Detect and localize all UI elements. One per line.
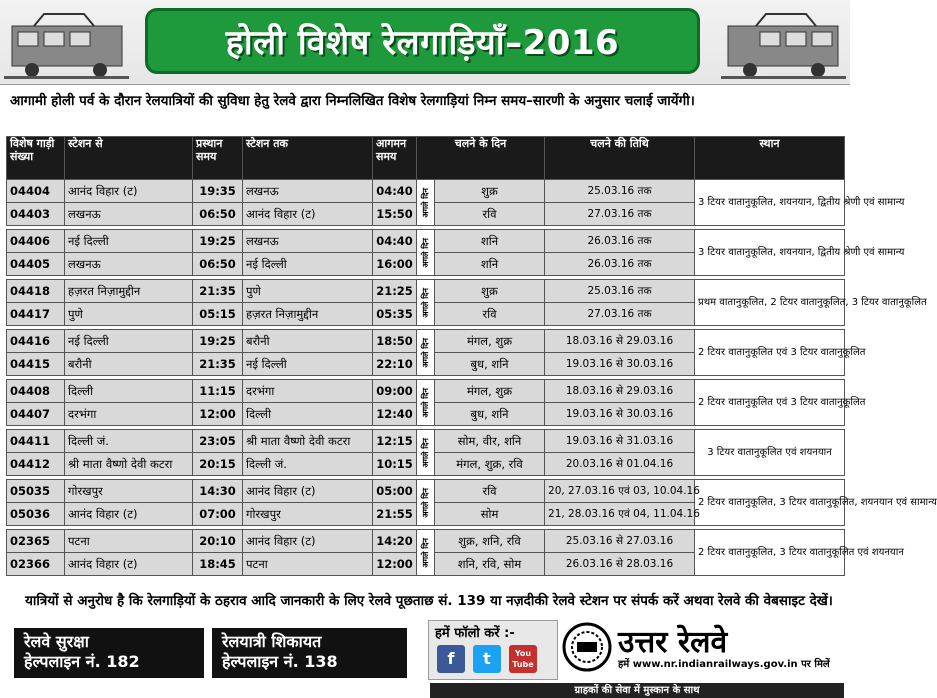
helpline-complaint-number: हेल्पलाइन नं. 138 [222,652,338,671]
row-coach-class: 3 टियर वातानुकूलित, शयनयान, द्वितीय श्रेणी एवं सामान्य [695,180,845,226]
row-train-number: 04403 [7,203,65,226]
next-day-marker [417,480,435,526]
table-row [7,180,845,203]
row-departure-time: 19:35 [193,180,243,203]
row-running-days: शनि, रवि, सोम [435,553,545,576]
row-arrival-time: 16:00 [373,253,417,276]
row-running-dates: 27.03.16 तक [545,303,695,326]
row-departure-time: 11:15 [193,380,243,403]
row-from-station: आनंद विहार (ट) [65,553,193,576]
row-running-dates: 18.03.16 से 29.03.16 [545,380,695,403]
table-row [7,280,845,303]
row-train-number: 04412 [7,453,65,476]
row-to-station: दिल्ली [243,403,373,426]
row-coach-class: प्रथम वातानुकूलित, 2 टियर वातानुकूलित, 3 टियर वातानुकूलित [695,280,845,326]
col-departure: प्रस्थान समय [193,137,243,180]
row-train-number: 04418 [7,280,65,303]
next-day-label: अगले दिन [421,187,430,218]
row-arrival-time: 05:00 [373,480,417,503]
footer-note: यात्रियों से अनुरोध है कि रेलगाड़ियों के ठहराव आदि जानकारी के लिए रेलवे पूछताछ सं. 139 या नज़दीकी रेलवे स्टेशन पर संपर्क करें अथवा रेलवे की वेबसाइट देखें। [25,593,833,609]
row-train-number: 04411 [7,430,65,453]
row-train-number: 02366 [7,553,65,576]
helpline-security-number: हेल्पलाइन नं. 182 [24,652,140,671]
row-to-station: गोरखपुर [243,503,373,526]
row-from-station: बरौनी [65,353,193,376]
table-row [7,480,845,503]
row-arrival-time: 10:15 [373,453,417,476]
row-train-number: 04416 [7,330,65,353]
row-to-station: आनंद विहार (ट) [243,203,373,226]
row-from-station: पटना [65,530,193,553]
row-to-station: आनंद विहार (ट) [243,480,373,503]
row-running-dates: 25.03.16 तक [545,180,695,203]
row-running-days: सोम [435,503,545,526]
row-departure-time: 12:00 [193,403,243,426]
row-train-number: 05036 [7,503,65,526]
follow-us-box [428,620,558,680]
row-running-dates: 20, 27.03.16 एवं 03, 10.04.16 [545,480,695,503]
helpline-complaint [212,628,407,678]
col-class: स्थान [695,137,845,180]
row-arrival-time: 22:10 [373,353,417,376]
facebook-icon[interactable]: f [437,645,465,673]
row-departure-time: 18:45 [193,553,243,576]
table-row [7,230,845,253]
next-day-marker [417,530,435,576]
row-running-days: रवि [435,303,545,326]
row-arrival-time: 21:25 [373,280,417,303]
row-running-dates: 18.03.16 से 29.03.16 [545,330,695,353]
table-row [7,430,845,453]
row-arrival-time: 04:40 [373,230,417,253]
col-dates: चलने की तिथि [545,137,695,180]
row-train-number: 04407 [7,403,65,426]
row-departure-time: 21:35 [193,353,243,376]
row-train-number: 04405 [7,253,65,276]
row-to-station: लखनऊ [243,230,373,253]
row-running-dates: 25.03.16 तक [545,280,695,303]
row-running-days: मंगल, शुक्र, रवि [435,453,545,476]
row-train-number: 04417 [7,303,65,326]
table-row [7,330,845,353]
row-running-days: शुक्र [435,280,545,303]
row-arrival-time: 12:40 [373,403,417,426]
website-link[interactable]: हमें www.nr.indianrailways.gov.in पर मिलें [618,659,830,670]
row-from-station: आनंद विहार (ट) [65,180,193,203]
row-running-days: शनि [435,230,545,253]
next-day-label: अगले दिन [421,437,430,468]
row-coach-class: 2 टियर वातानुकूलित एवं 3 टियर वातानुकूलित [695,380,845,426]
row-running-dates: 27.03.16 तक [545,203,695,226]
train-engine-right-icon [721,6,846,80]
next-day-label: अगले दिन [421,487,430,518]
row-running-dates: 26.03.16 तक [545,253,695,276]
helpline-complaint-title: रेलयात्री शिकायत [222,632,322,651]
row-running-dates: 19.03.16 से 30.03.16 [545,403,695,426]
next-day-marker [417,380,435,426]
row-to-station: दरभंगा [243,380,373,403]
title-banner [145,8,700,74]
helpline-security [14,628,204,678]
row-departure-time: 05:15 [193,303,243,326]
youtube-icon[interactable]: You Tube [509,645,537,673]
row-coach-class: 3 टियर वातानुकूलित एवं शयनयान [695,430,845,476]
schedule-table [6,136,937,576]
intro-text: आगामी होली पर्व के दौरान रेलयात्रियों की सुविधा हेतु रेलवे द्वारा निम्नलिखित विशेष रेलगाड़ियां निम्न समय–सारणी के अनुसार चलाई जायेंगी। [10,93,695,109]
next-day-marker [417,330,435,376]
row-from-station: दिल्ली जं. [65,430,193,453]
row-departure-time: 06:50 [193,203,243,226]
next-day-marker [417,230,435,276]
row-running-days: सोम, वीर, शनि [435,430,545,453]
row-departure-time: 07:00 [193,503,243,526]
row-train-number: 04415 [7,353,65,376]
twitter-icon[interactable]: t [473,645,501,673]
row-arrival-time: 21:55 [373,503,417,526]
row-arrival-time: 09:00 [373,380,417,403]
row-running-dates: 25.03.16 से 27.03.16 [545,530,695,553]
row-arrival-time: 14:20 [373,530,417,553]
row-to-station: बरौनी [243,330,373,353]
row-running-days: बुध, शनि [435,353,545,376]
northern-railway-logo-icon [562,622,612,672]
row-from-station: दिल्ली [65,380,193,403]
row-train-number: 05035 [7,480,65,503]
next-day-label: अगले दिन [421,287,430,318]
row-from-station: हज़रत निज़ामुद्दीन [65,280,193,303]
row-from-station: नई दिल्ली [65,330,193,353]
row-running-dates: 21, 28.03.16 एवं 04, 11.04.16 [545,503,695,526]
next-day-marker [417,280,435,326]
row-to-station: दिल्ली जं. [243,453,373,476]
row-coach-class: 2 टियर वातानुकूलित, 3 टियर वातानुकूलित एवं शयनयान [695,530,845,576]
row-running-days: रवि [435,480,545,503]
row-from-station: गोरखपुर [65,480,193,503]
page-title: होली विशेष रेलगाड़ियाँ–2016 [225,23,620,63]
row-from-station: दरभंगा [65,403,193,426]
row-coach-class: 2 टियर वातानुकूलित, 3 टियर वातानुकूलित, शयनयान एवं सामान्य [695,480,845,526]
col-from-station: स्टेशन से [65,137,193,180]
follow-us-label: हमें फॉलो करें :- [435,626,515,641]
row-train-number: 04406 [7,230,65,253]
table-row [7,530,845,553]
row-arrival-time: 05:35 [373,303,417,326]
row-train-number: 04408 [7,380,65,403]
railway-name: उत्तर रेलवे [618,625,728,660]
row-running-dates: 19.03.16 से 31.03.16 [545,430,695,453]
next-day-marker [417,430,435,476]
row-coach-class: 2 टियर वातानुकूलित एवं 3 टियर वातानुकूलित [695,330,845,376]
helpline-security-title: रेलवे सुरक्षा [24,632,89,651]
row-to-station: हज़रत निज़ामुद्दीन [243,303,373,326]
row-departure-time: 19:25 [193,330,243,353]
row-to-station: लखनऊ [243,180,373,203]
next-day-label: अगले दिन [421,387,430,418]
row-from-station: आनंद विहार (ट) [65,503,193,526]
row-running-days: शुक्र, शनि, रवि [435,530,545,553]
row-running-dates: 19.03.16 से 30.03.16 [545,353,695,376]
col-arrival: आगमन समय [373,137,417,180]
row-train-number: 04404 [7,180,65,203]
row-departure-time: 06:50 [193,253,243,276]
row-to-station: पुणे [243,280,373,303]
row-to-station: श्री माता वैष्णो देवी कटरा [243,430,373,453]
train-engine-left-icon [4,6,129,80]
row-running-days: शनि [435,253,545,276]
row-departure-time: 14:30 [193,480,243,503]
row-from-station: लखनऊ [65,203,193,226]
row-train-number: 02365 [7,530,65,553]
row-arrival-time: 12:00 [373,553,417,576]
row-departure-time: 20:15 [193,453,243,476]
row-running-days: शुक्र [435,180,545,203]
row-from-station: श्री माता वैष्णो देवी कटरा [65,453,193,476]
row-running-days: रवि [435,203,545,226]
row-arrival-time: 15:50 [373,203,417,226]
row-running-dates: 26.03.16 तक [545,230,695,253]
row-coach-class: 3 टियर वातानुकूलित, शयनयान, द्वितीय श्रेणी एवं सामान्य [695,230,845,276]
row-to-station: आनंद विहार (ट) [243,530,373,553]
row-running-days: बुध, शनि [435,403,545,426]
next-day-label: अगले दिन [421,537,430,568]
next-day-label: अगले दिन [421,337,430,368]
row-to-station: नई दिल्ली [243,253,373,276]
slogan: ग्राहकों की सेवा में मुस्कान के साथ [430,683,844,698]
row-running-dates: 26.03.16 से 28.03.16 [545,553,695,576]
row-from-station: लखनऊ [65,253,193,276]
row-from-station: पुणे [65,303,193,326]
col-train-number: विशेष गाड़ी संख्या [7,137,65,180]
table-body [7,180,937,576]
col-days: चलने के दिन [417,137,545,180]
header-banner [0,0,850,85]
row-running-dates: 20.03.16 से 01.04.16 [545,453,695,476]
row-to-station: नई दिल्ली [243,353,373,376]
row-arrival-time: 12:15 [373,430,417,453]
row-running-days: मंगल, शुक्र [435,380,545,403]
table-header-row [7,137,845,180]
next-day-label: अगले दिन [421,237,430,268]
col-to-station: स्टेशन तक [243,137,373,180]
row-to-station: पटना [243,553,373,576]
row-departure-time: 19:25 [193,230,243,253]
row-running-days: मंगल, शुक्र [435,330,545,353]
row-arrival-time: 04:40 [373,180,417,203]
row-from-station: नई दिल्ली [65,230,193,253]
row-departure-time: 20:10 [193,530,243,553]
row-departure-time: 23:05 [193,430,243,453]
next-day-marker [417,180,435,226]
table-row [7,380,845,403]
row-departure-time: 21:35 [193,280,243,303]
row-arrival-time: 18:50 [373,330,417,353]
